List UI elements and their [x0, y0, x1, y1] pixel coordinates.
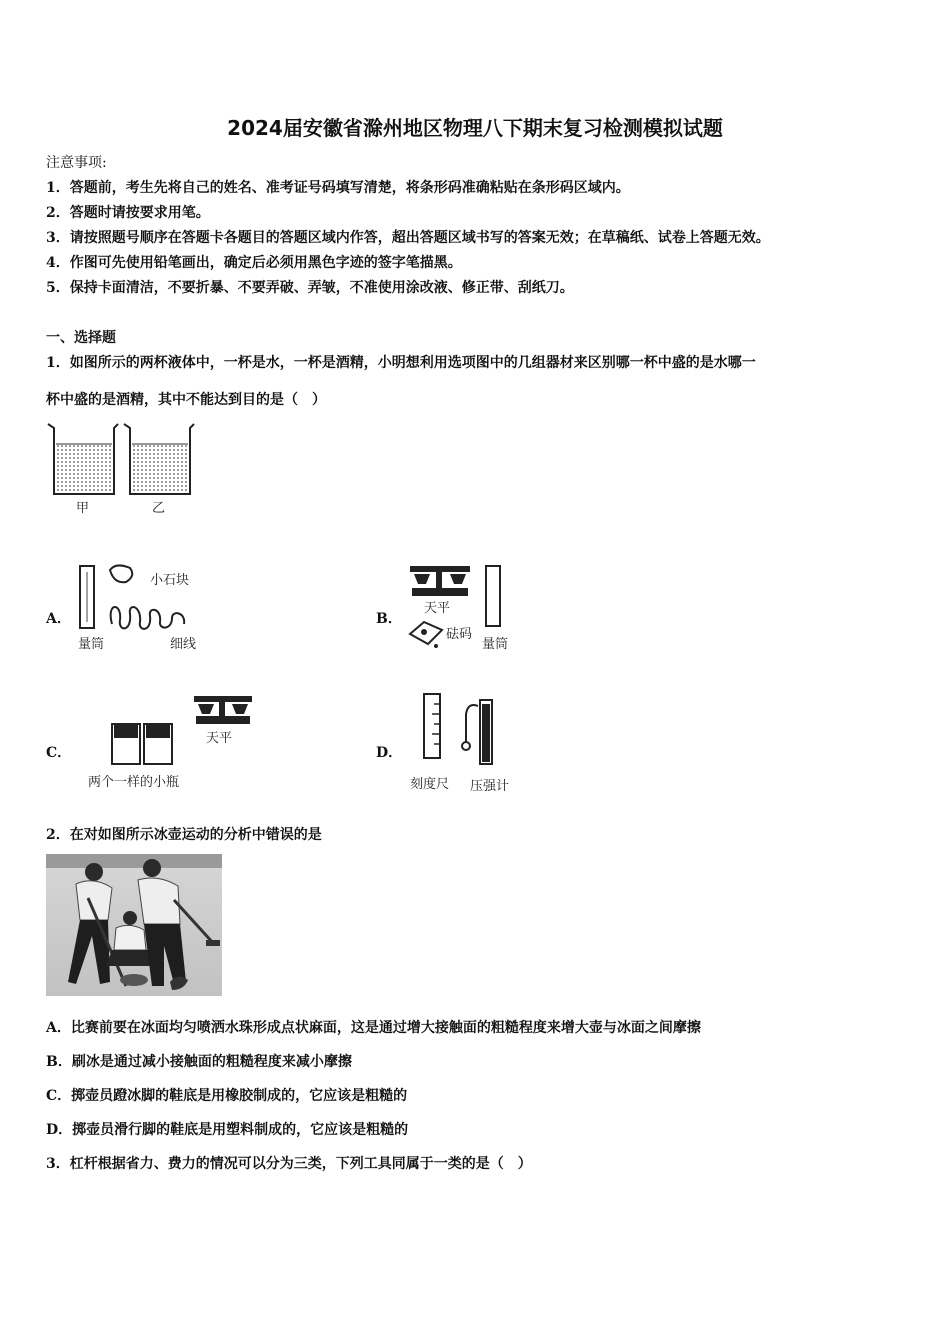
- question-1-stem-cont: 杯中盛的是酒精，其中不能达到目的是（ ）: [46, 392, 326, 408]
- question-1-stem: 1．如图所示的两杯液体中，一杯是水，一杯是酒精，小明想利用选项图中的几组器材来区别哪一杯中盛的是水哪一: [46, 355, 756, 371]
- section-heading: 一、选择题: [46, 330, 116, 346]
- q2-option-d[interactable]: D．掷壶员滑行脚的鞋底是用塑料制成的，它应该是粗糙的: [46, 1122, 409, 1138]
- q1-option-d-label[interactable]: D．: [376, 745, 403, 761]
- small-bottle-icon: [112, 724, 140, 764]
- caption-bottles: 两个一样的小瓶: [88, 775, 180, 790]
- weights-box-icon: [410, 622, 442, 648]
- measuring-cylinder-icon: [486, 566, 500, 626]
- q1-option-c-figure: [86, 694, 262, 792]
- caption-balance: 天平: [206, 731, 233, 746]
- caption-gauge: 压强计: [470, 779, 510, 794]
- caption-ruler: 刻度尺: [410, 777, 450, 792]
- caption-thread: 细线: [170, 637, 197, 652]
- notice-item: 5．保持卡面清洁，不要折暴、不要弄破、弄皱，不准使用涂改液、修正带、刮纸刀。: [46, 280, 574, 296]
- caption-stone: 小石块: [150, 573, 190, 588]
- small-bottle-icon: [144, 724, 172, 764]
- notice-item: 1．答题前，考生先将自己的姓名、准考证号码填写清楚，将条形码准确粘贴在条形码区域内。: [46, 180, 630, 196]
- q2-option-a[interactable]: A．比赛前要在冰面均匀喷洒水珠形成点状麻面，这是通过增大接触面的粗糙程度来增大壶与冰面之间摩擦: [46, 1020, 701, 1036]
- caption-cylinder: 量筒: [78, 637, 105, 652]
- q1-option-b-label[interactable]: B．: [376, 611, 402, 627]
- pressure-gauge-icon: [462, 700, 492, 764]
- q1-option-b-figure: [406, 562, 526, 654]
- ruler-icon: [424, 694, 440, 758]
- stone-icon: [110, 565, 132, 582]
- caption-cylinder: 量筒: [482, 637, 509, 652]
- notice-item: 2．答题时请按要求用笔。: [46, 205, 210, 221]
- beaker-yi: [124, 424, 194, 494]
- page-title: 2024届安徽省滁州地区物理八下期末复习检测模拟试题: [227, 116, 723, 140]
- question-3-stem: 3．杠杆根据省力、费力的情况可以分为三类，下列工具同属于一类的是（ ）: [46, 1156, 532, 1172]
- caption-weights: 砝码: [446, 627, 473, 642]
- q2-option-c[interactable]: C．掷壶员蹬冰脚的鞋底是用橡胶制成的，它应该是粗糙的: [46, 1088, 408, 1104]
- balance-icon: [194, 696, 252, 724]
- balance-icon: [410, 566, 470, 596]
- notice-item: 4．作图可先使用铅笔画出，确定后必须用黑色字迹的签字笔描黑。: [46, 255, 462, 271]
- thread-icon: [111, 607, 185, 629]
- beaker-jia: [48, 424, 118, 494]
- q2-option-b[interactable]: B．刷冰是通过减小接触面的粗糙程度来减小摩擦: [46, 1054, 352, 1070]
- q1-option-a-figure: [76, 562, 216, 654]
- curling-photo: [46, 854, 222, 996]
- beaker-label-jia: 甲: [76, 501, 90, 516]
- curling-stone-icon: [120, 974, 148, 986]
- notice-heading: 注意事项:: [46, 155, 107, 171]
- caption-balance: 天平: [424, 601, 451, 616]
- question-2-stem: 2．在对如图所示冰壶运动的分析中错误的是: [46, 827, 322, 843]
- q1-option-c-label[interactable]: C．: [46, 745, 72, 761]
- q1-option-d-figure: [406, 690, 526, 794]
- notice-item: 3．请按照题号顺序在答题卡各题目的答题区域内作答，超出答题区域书写的答案无效；在草稿纸、试卷上答题无效。: [46, 230, 770, 246]
- beakers-figure: [44, 420, 194, 520]
- beaker-label-yi: 乙: [152, 501, 166, 516]
- q1-option-a-label[interactable]: A．: [46, 611, 71, 627]
